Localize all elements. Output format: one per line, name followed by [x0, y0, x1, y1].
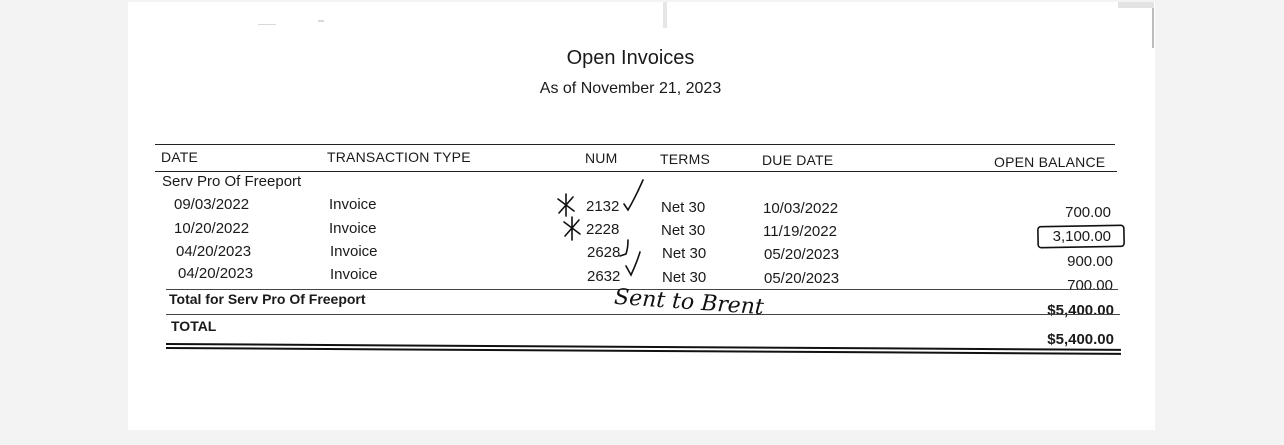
row-terms: Net 30: [661, 222, 706, 239]
row-terms: Net 30: [662, 269, 707, 286]
col-header-open-balance: OPEN BALANCE: [994, 154, 1106, 170]
customer-name: Serv Pro Of Freeport: [162, 173, 302, 190]
row-num: 2628: [587, 244, 621, 261]
report-subtitle: As of November 21, 2023: [539, 80, 722, 97]
scan-edge: [1152, 8, 1154, 48]
row-terms: Net 30: [662, 245, 707, 262]
col-header-num: NUM: [585, 150, 618, 166]
row-due-date: 05/20/2023: [764, 270, 840, 287]
row-balance: 700.00: [1065, 204, 1111, 221]
row-date: 04/20/2023: [178, 265, 254, 282]
handwritten-note: Sent to Brent: [613, 284, 765, 321]
header-top-rule: [155, 144, 1115, 145]
scan-speck: [1118, 2, 1154, 8]
row-due-date: 11/19/2022: [763, 223, 837, 240]
grand-total-label: TOTAL: [171, 318, 217, 334]
row-terms: Net 30: [661, 199, 706, 216]
customer-total-value: $5,400.00: [1047, 302, 1114, 319]
col-header-terms: TERMS: [660, 151, 710, 167]
row-num: 2132: [586, 198, 620, 215]
header-bottom-rule: [155, 171, 1117, 172]
row-type: Invoice: [329, 220, 377, 237]
row-date: 10/20/2022: [174, 220, 250, 237]
row-balance: 700.00: [1067, 277, 1113, 294]
report-title: Open Invoices: [566, 47, 695, 69]
row-num: 2632: [587, 268, 621, 285]
row-type: Invoice: [330, 243, 378, 260]
row-balance: 3,100.00: [1052, 228, 1111, 245]
grand-total-value: $5,400.00: [1047, 331, 1114, 348]
col-header-date: DATE: [161, 149, 199, 165]
customer-total-label: Total for Serv Pro Of Freeport: [169, 291, 366, 307]
col-header-due-date: DUE DATE: [762, 152, 834, 168]
scan-speck: [663, 2, 667, 28]
row-due-date: 10/03/2022: [763, 200, 839, 217]
row-type: Invoice: [329, 196, 377, 213]
scan-speck: [258, 24, 276, 25]
total-rule: [166, 314, 1120, 315]
scan-speck: [318, 20, 324, 22]
row-date: 04/20/2023: [176, 243, 252, 260]
row-balance: 900.00: [1067, 253, 1113, 270]
row-due-date: 05/20/2023: [764, 246, 840, 263]
row-num: 2228: [586, 221, 620, 238]
row-type: Invoice: [330, 266, 378, 283]
col-header-transaction-type: TRANSACTION TYPE: [327, 149, 471, 165]
row-date: 09/03/2022: [174, 196, 250, 213]
